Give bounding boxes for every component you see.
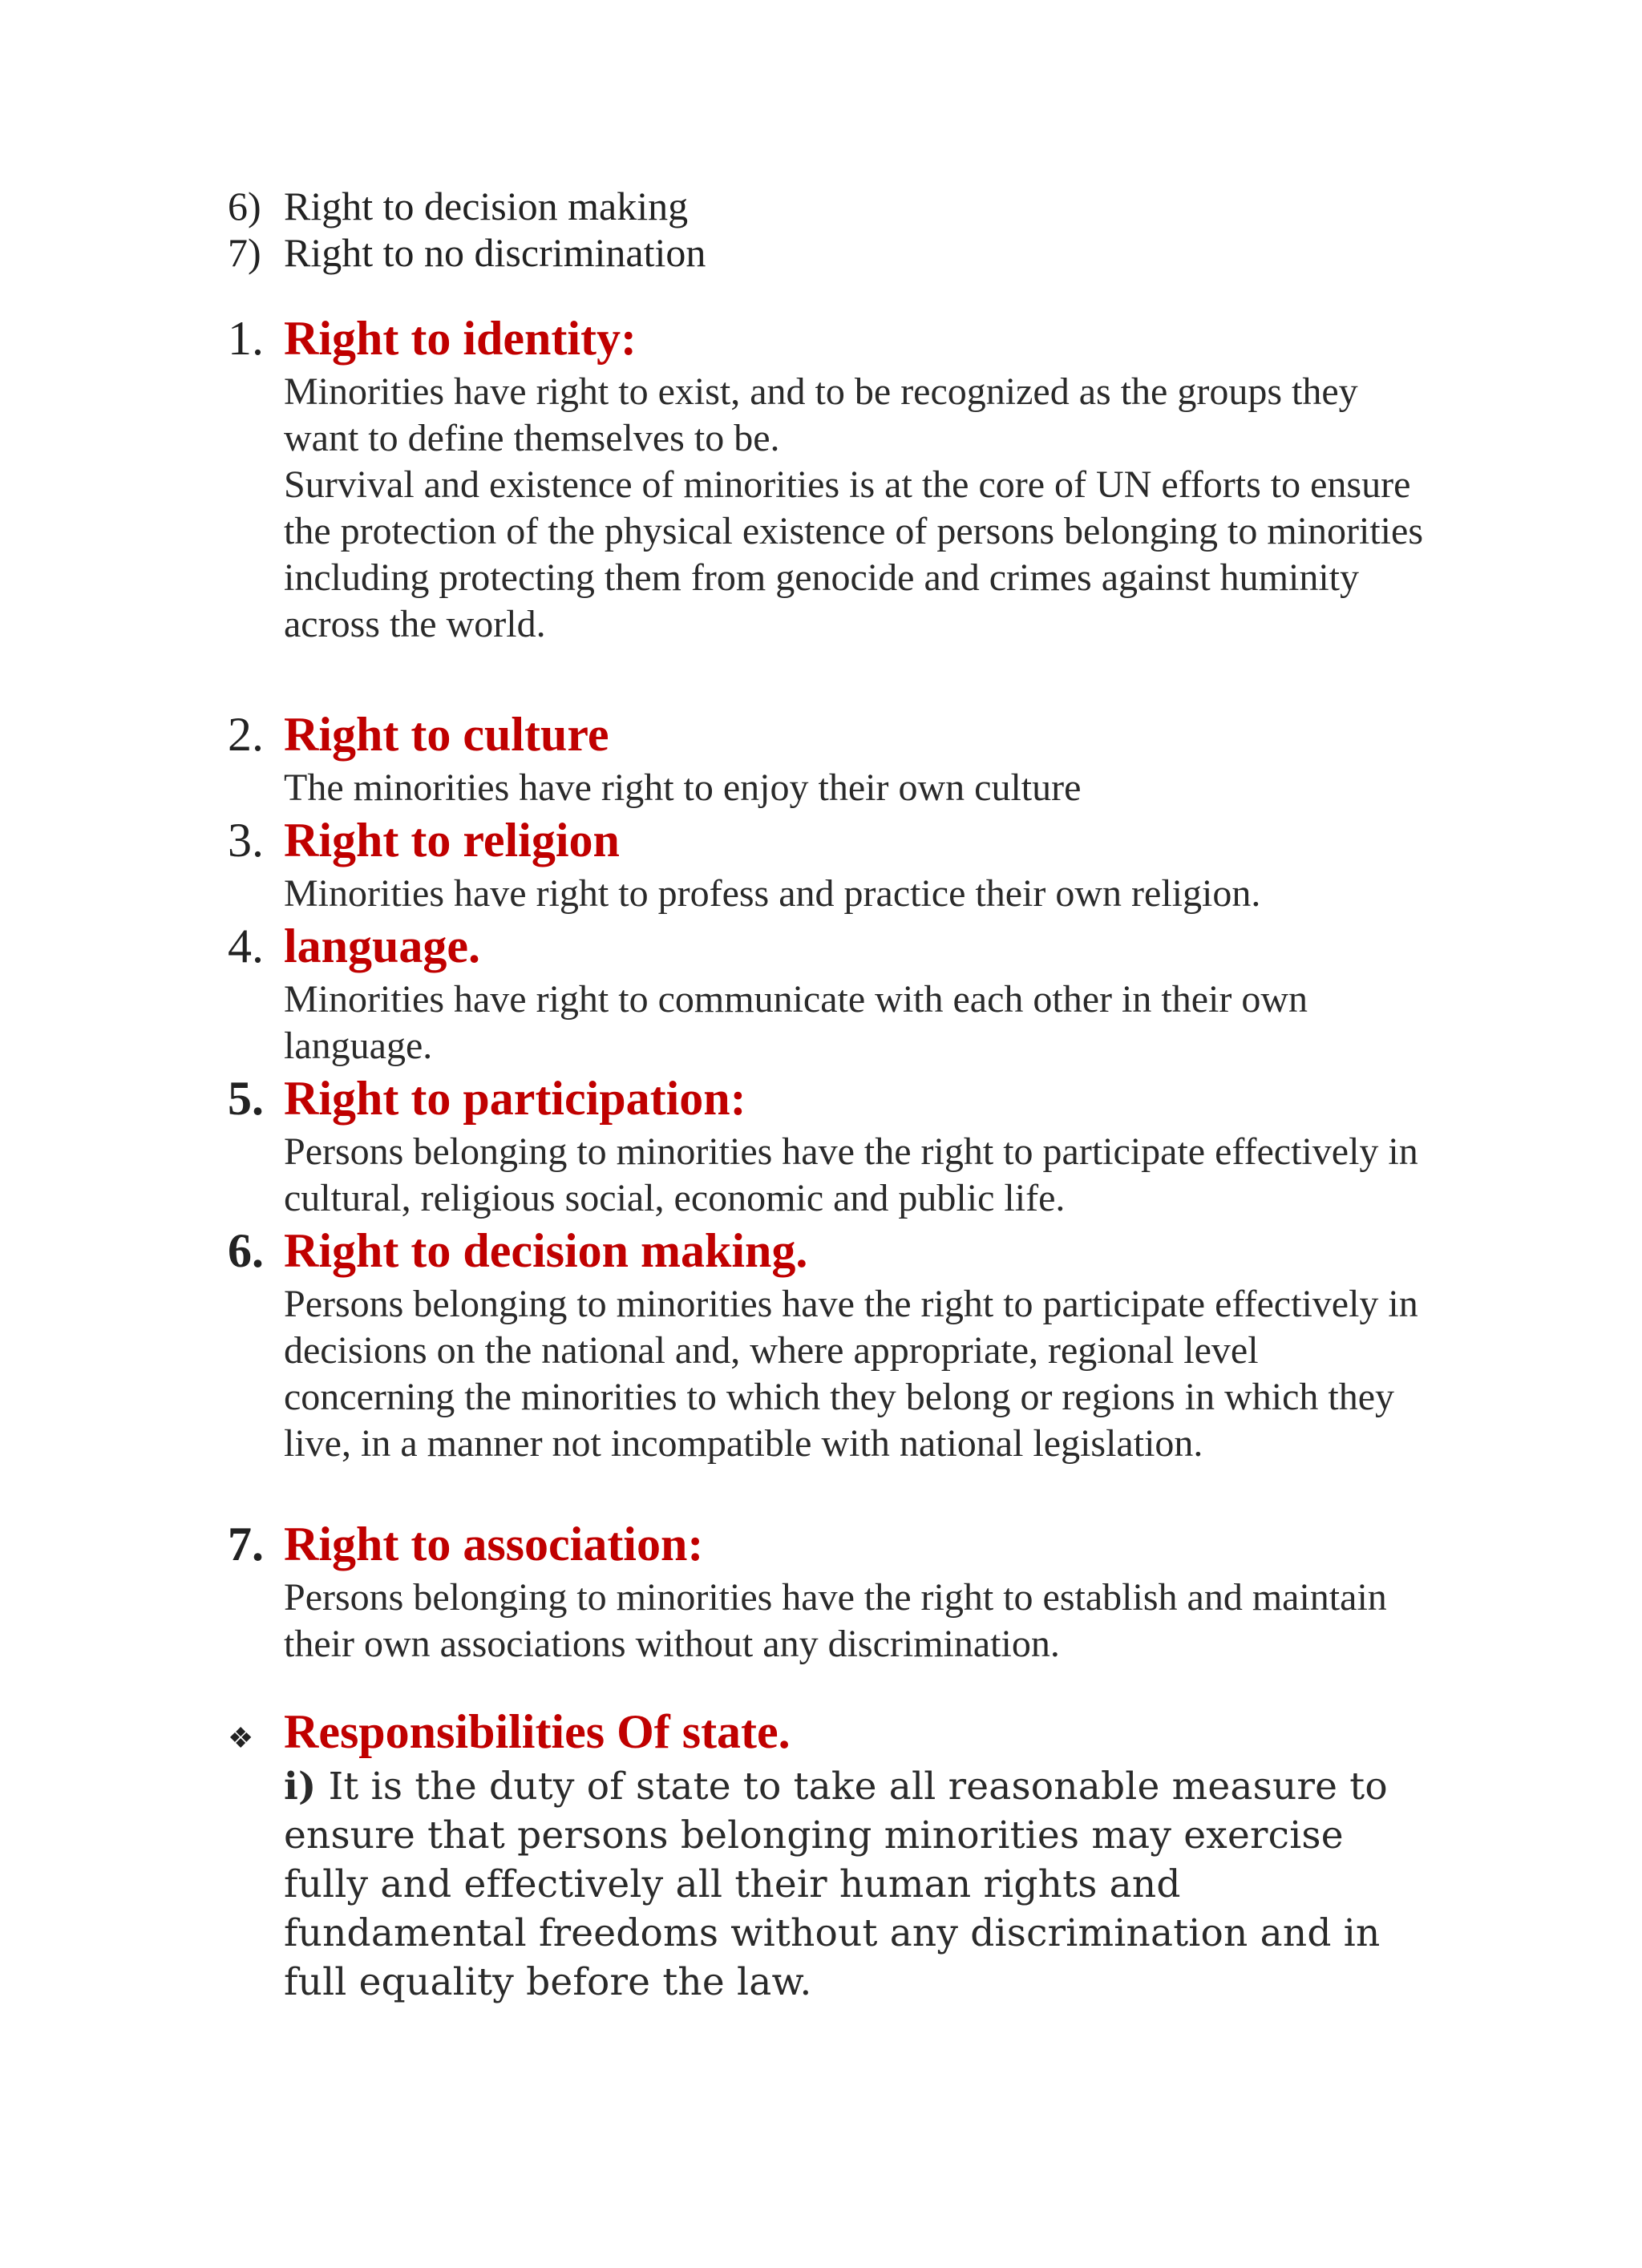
section-paragraph: Minorities have right to profess and practice their own religion. — [284, 872, 1261, 915]
section-heading — [228, 1223, 1430, 1281]
section-title: Responsibilities Of state. — [284, 1705, 791, 1758]
section-heading — [228, 1704, 1430, 1762]
section-number: 6. — [228, 1224, 264, 1277]
section-title: Right to religion — [284, 814, 620, 867]
intro-item — [228, 229, 706, 276]
intro-list — [228, 183, 706, 276]
section-paragraph: Survival and existence of minorities is at the core of UN efforts to ensure the protection of the physical existence of persons belonging to minorities including protecting them from genocide and crimes against huminity across the world. — [284, 463, 1423, 645]
section-title: Right to culture — [284, 708, 609, 761]
section-right-to-participation — [228, 1071, 1430, 1222]
section-title: Right to association: — [284, 1518, 704, 1571]
intro-item-number: 6) — [228, 184, 261, 228]
section-language — [228, 919, 1430, 1069]
section-body — [284, 1575, 1430, 1668]
intro-item — [228, 183, 706, 229]
section-number: 2. — [228, 708, 264, 761]
section-number: 3. — [228, 814, 264, 867]
intro-item-number: 7) — [228, 230, 261, 275]
section-responsibilities-of-state — [228, 1704, 1430, 2007]
section-paragraph: Persons belonging to minorities have the right to participate effectively in decisions on the national and, where appropriate, regional level concerning the minorities to which they belong or regions in which they live, in a manner not incompatible with national legislation. — [284, 1283, 1418, 1465]
section-body — [284, 1762, 1430, 2007]
section-body — [284, 1281, 1430, 1467]
section-number: 7. — [228, 1518, 264, 1571]
section-right-to-culture — [228, 707, 1430, 811]
section-heading — [228, 311, 1430, 369]
section-paragraph: Persons belonging to minorities have the right to establish and maintain their own associations without any discrimination. — [284, 1576, 1387, 1665]
section-body — [284, 765, 1430, 811]
section-paragraph: Minorities have right to communicate with each other in their own language. — [284, 978, 1308, 1067]
section-heading — [228, 1071, 1430, 1129]
section-right-to-religion — [228, 813, 1430, 917]
section-right-to-identity — [228, 311, 1430, 648]
intro-item-text: Right to no discrimination — [284, 230, 706, 275]
section-heading — [228, 707, 1430, 765]
section-heading — [228, 1517, 1430, 1575]
section-paragraph: Persons belonging to minorities have the right to participate effectively in cultural, religious social, economic and public life. — [284, 1130, 1418, 1219]
section-title: Right to participation: — [284, 1072, 746, 1125]
section-title: language. — [284, 920, 481, 972]
intro-item-text: Right to decision making — [284, 184, 689, 228]
section-title: Right to identity: — [284, 312, 637, 365]
section-right-to-association — [228, 1517, 1430, 1668]
section-number: 1. — [228, 312, 264, 365]
section-paragraph: It is the duty of state to take all reasonable measure to ensure that persons belonging minorities may exercise fully and effectively all their human rights and fundamental freedoms without any discrimination and in full equality before the law. — [284, 1765, 1388, 2004]
section-heading — [228, 813, 1430, 871]
section-body — [284, 1129, 1430, 1222]
item-marker: i) — [284, 1765, 317, 1809]
section-paragraph: The minorities have right to enjoy their own culture — [284, 766, 1082, 809]
section-body — [284, 976, 1430, 1069]
diamond-bullet-icon: ❖ — [228, 1722, 254, 1754]
section-body — [284, 871, 1430, 917]
section-number: 5. — [228, 1072, 264, 1125]
section-title: Right to decision making. — [284, 1224, 808, 1277]
section-paragraph: Minorities have right to exist, and to be recognized as the groups they want to define themselves to be. — [284, 370, 1358, 459]
section-body — [284, 369, 1430, 648]
section-heading — [228, 919, 1430, 976]
section-right-to-decision-making — [228, 1223, 1430, 1467]
section-number: 4. — [228, 920, 264, 972]
